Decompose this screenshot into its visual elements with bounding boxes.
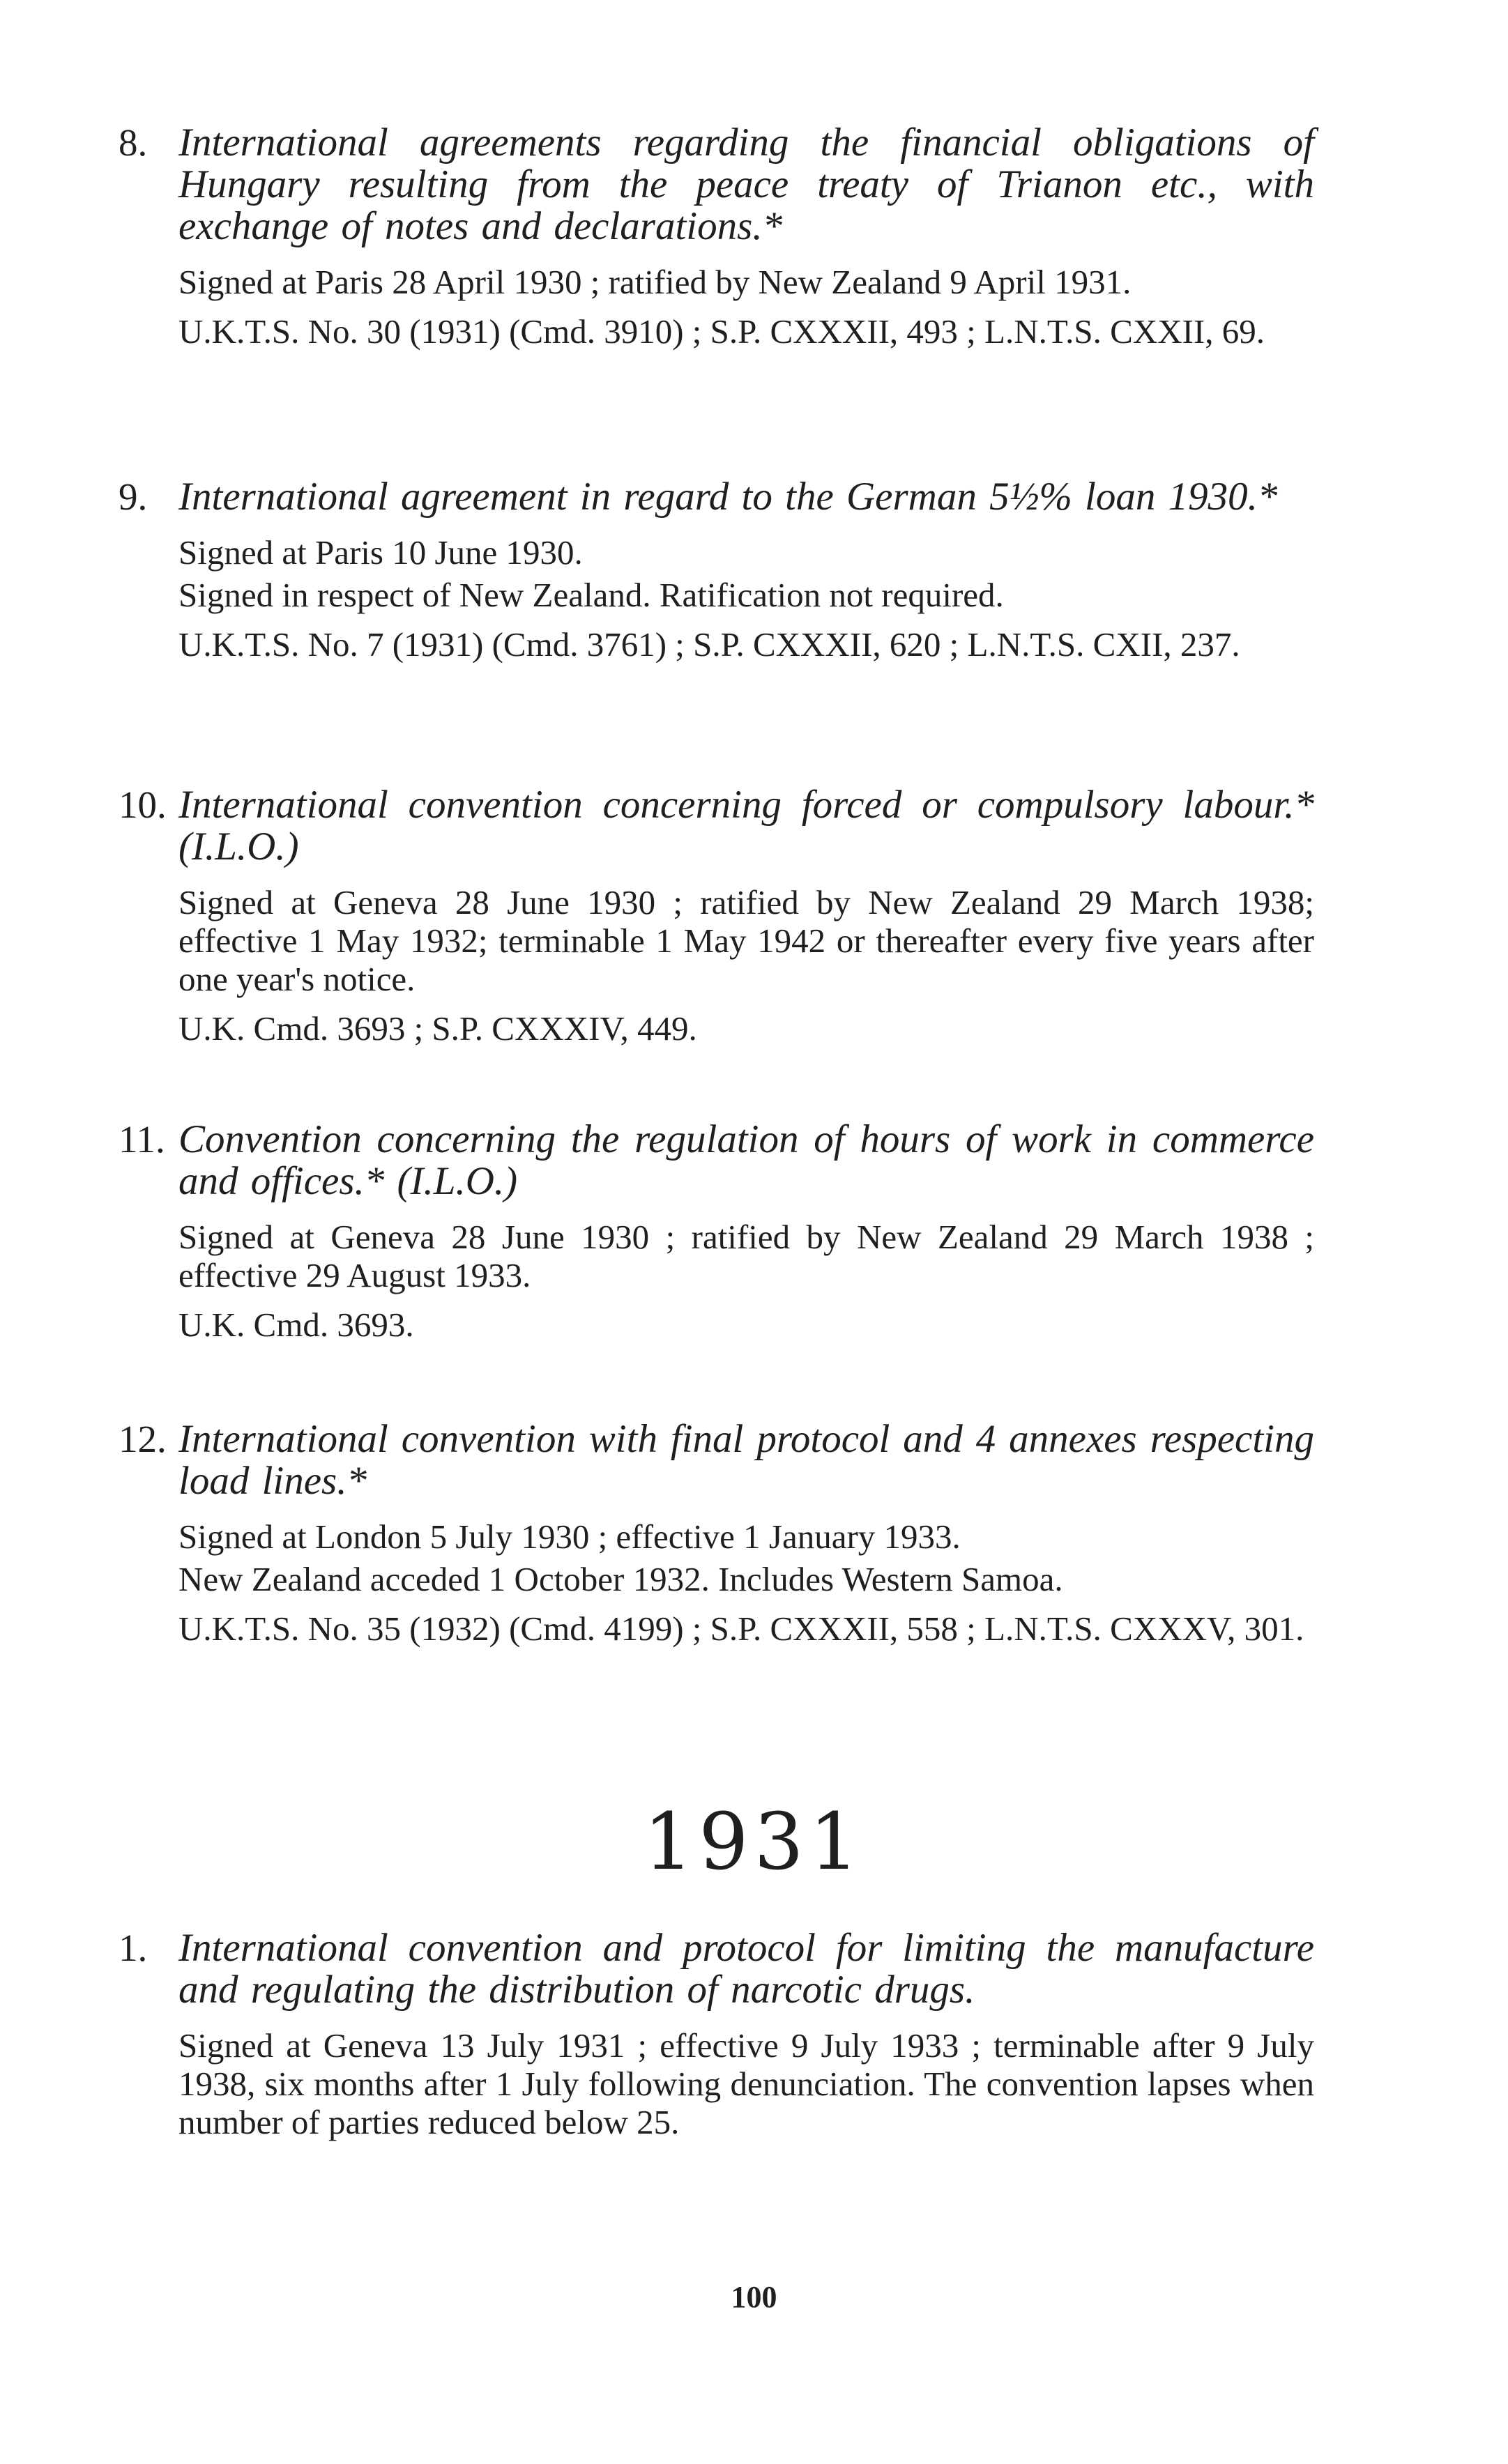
entry-paragraph: Signed at Paris 10 June 1930. bbox=[178, 533, 583, 572]
entry-paragraph: U.K.T.S. No. 30 (1931) (Cmd. 3910) ; S.P. CXXXII, 493 ; L.N.T.S. CXXII, 69. bbox=[178, 312, 1265, 351]
entry-title bbox=[119, 784, 1314, 868]
entry-title-text: International convention with final protocol and 4 annexes respecting load lines.* bbox=[178, 1417, 1314, 1503]
treaty-entry bbox=[119, 784, 1314, 1048]
entry-title bbox=[119, 1119, 1314, 1202]
entry-paragraph: Signed at London 5 July 1930 ; effective 1 January 1933. bbox=[178, 1517, 961, 1556]
entry-body bbox=[178, 1517, 1314, 1648]
entry-paragraph: U.K. Cmd. 3693. bbox=[178, 1306, 414, 1344]
entry-number: 10. bbox=[119, 783, 167, 826]
entry-body bbox=[178, 263, 1314, 351]
entry-title-text: International agreement in regard to the German 5½% loan 1930.* bbox=[178, 475, 1278, 519]
entry-title-text: International agreements regarding the financial obligations of Hungary resulting from the peace treaty of Trianon etc., with exchange of notes and declarations.* bbox=[178, 121, 1314, 248]
entry-number: 9. bbox=[119, 475, 148, 518]
entry-number: 11. bbox=[119, 1118, 165, 1161]
entry-title bbox=[119, 122, 1314, 247]
entry-number: 1. bbox=[119, 1927, 148, 1969]
entry-title bbox=[119, 1927, 1314, 2011]
entry-number: 8. bbox=[119, 121, 148, 164]
treaty-entry bbox=[119, 1418, 1314, 1648]
entry-title-text: Convention concerning the regulation of hours of work in commerce and offices.* (I.L.O.) bbox=[178, 1117, 1314, 1203]
entry-paragraph: Signed at Geneva 13 July 1931 ; effective 9 July 1933 ; terminable after 9 July 1938, six months after 1 July following denunciation. The convention lapses when number of parties reduced below 25. bbox=[178, 2026, 1314, 2141]
page-number: 100 bbox=[731, 2280, 777, 2314]
entry-paragraph: U.K.T.S. No. 7 (1931) (Cmd. 3761) ; S.P. CXXXII, 620 ; L.N.T.S. CXII, 237. bbox=[178, 625, 1240, 664]
treaty-entry bbox=[119, 1927, 1314, 2141]
entry-number: 12. bbox=[119, 1418, 167, 1460]
entry-title bbox=[119, 476, 1314, 518]
entry-body bbox=[178, 883, 1314, 1048]
entry-paragraph: Signed at Geneva 28 June 1930 ; ratified by New Zealand 29 March 1938 ; effective 29 August 1933. bbox=[178, 1218, 1314, 1294]
entry-paragraph: U.K. Cmd. 3693 ; S.P. CXXXIV, 449. bbox=[178, 1009, 697, 1048]
treaty-entry bbox=[119, 476, 1314, 664]
entry-paragraph: Signed in respect of New Zealand. Ratification not required. bbox=[178, 576, 1004, 614]
treaty-entry bbox=[119, 122, 1314, 351]
entry-body bbox=[178, 1218, 1314, 1344]
entry-body bbox=[178, 2026, 1314, 2141]
entry-paragraph: U.K.T.S. No. 35 (1932) (Cmd. 4199) ; S.P. CXXXII, 558 ; L.N.T.S. CXXXV, 301. bbox=[178, 1609, 1304, 1648]
entry-body bbox=[178, 533, 1314, 664]
entry-paragraph: New Zealand acceded 1 October 1932. Includes Western Samoa. bbox=[178, 1560, 1063, 1598]
entry-paragraph: Signed at Geneva 28 June 1930 ; ratified by New Zealand 29 March 1938; effective 1 May 1932; terminable 1 May 1942 or thereafter every five years after one year's notice. bbox=[178, 883, 1314, 998]
treaty-entry bbox=[119, 1119, 1314, 1344]
entry-title-text: International convention concerning forced or compulsory labour.* (I.L.O.) bbox=[178, 783, 1314, 868]
year-heading: 1931 bbox=[643, 1797, 865, 1888]
entry-paragraph: Signed at Paris 28 April 1930 ; ratified by New Zealand 9 April 1931. bbox=[178, 263, 1132, 301]
entry-title-text: International convention and protocol for limiting the manufacture and regulating the distribution of narcotic drugs. bbox=[178, 1926, 1314, 2012]
entry-title bbox=[119, 1418, 1314, 1502]
